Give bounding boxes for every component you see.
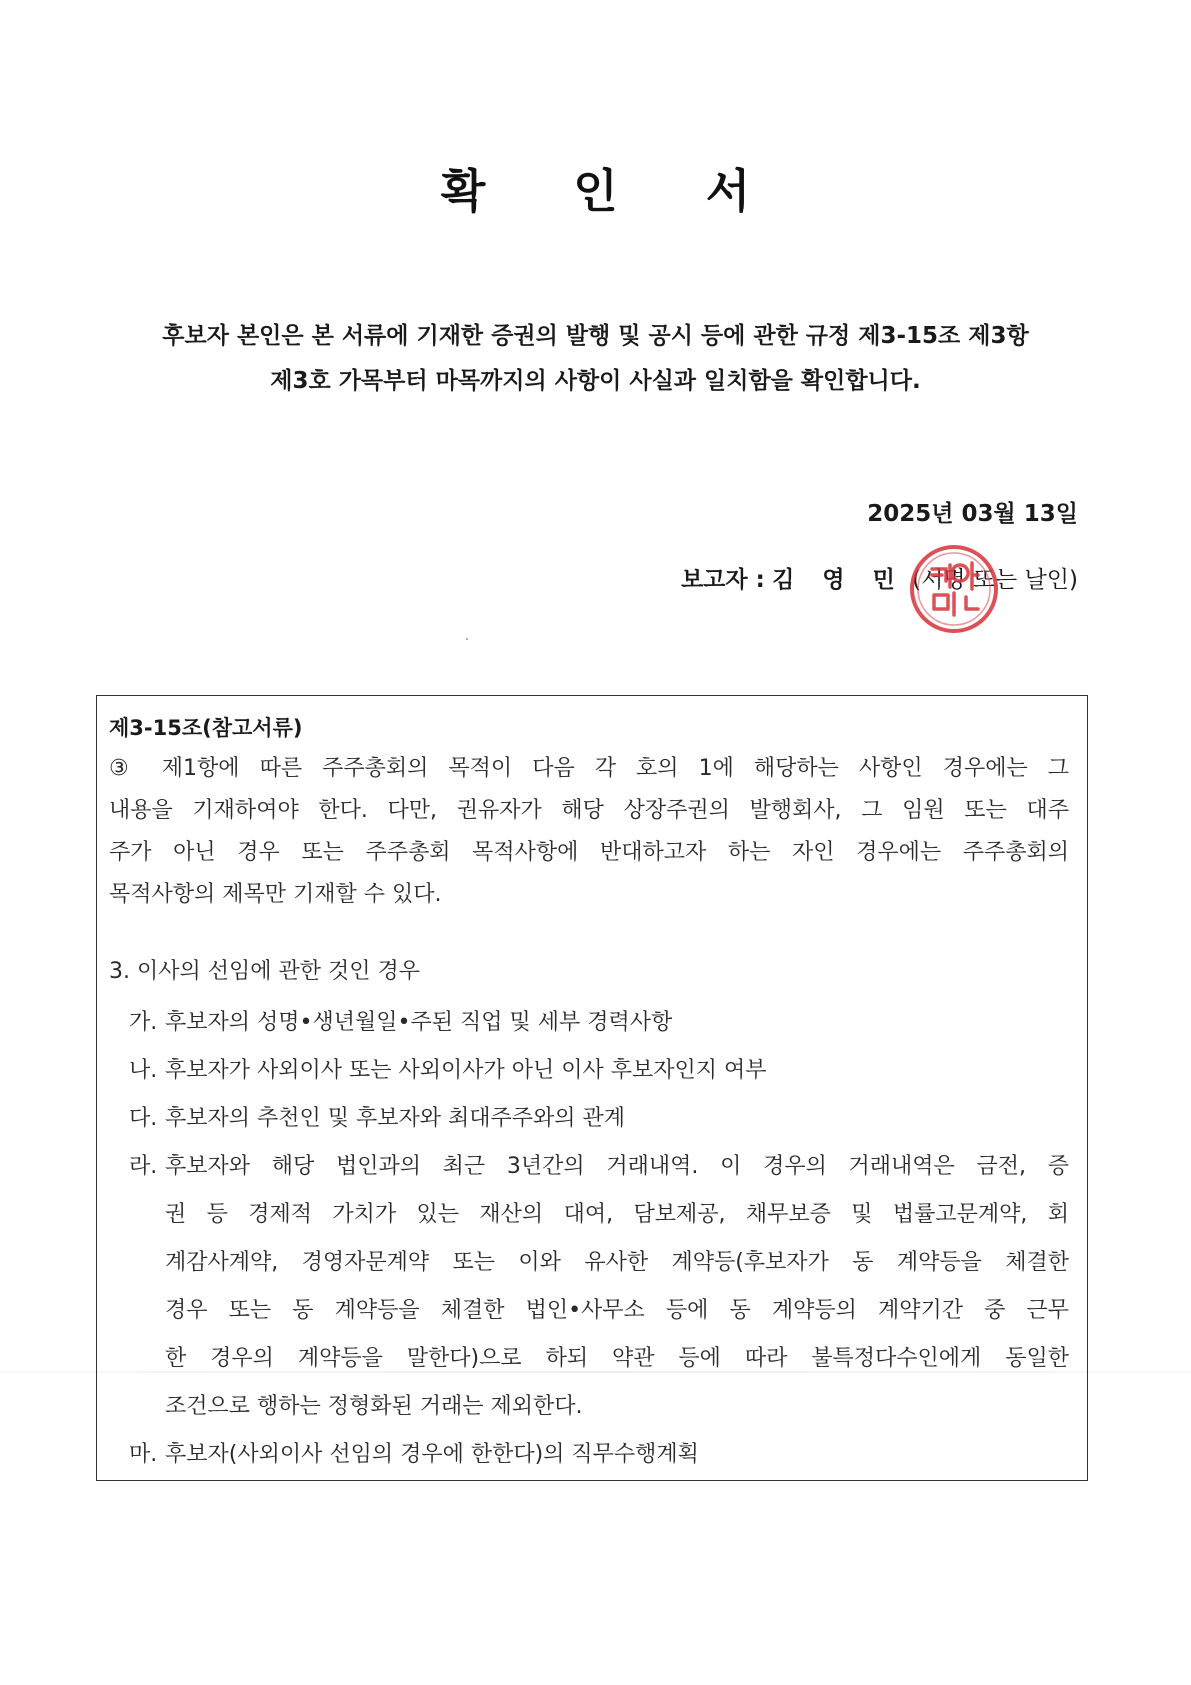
sub-item-marker: 마. [129,1442,158,1467]
sub-item-line: 조건으로 행하는 정형화된 거래는 제외한다. [165,1394,583,1419]
sub-item-line: 권 등 경제적 가치가 있는 재산의 대여, 담보제공, 채무보증 및 법률고문계약, 회 [165,1202,1069,1227]
paragraph-line: 내용을 기재하여야 한다. 다만, 권유자가 해당 상장주권의 발행회사, 그 임원 또는 대주 [109,798,1069,823]
sub-item-text: 후보자의 성명•생년월일•주된 직업 및 세부 경력사항 [165,1010,673,1035]
sub-item-ma [129,1431,1069,1479]
paragraph-line: 주가 아닌 경우 또는 주주총회 목적사항에 반대하고자 하는 자인 경우에는 주주총회의 [109,840,1069,865]
signature-note: (서명 또는 날인) [912,567,1078,593]
paragraph-line: 목적사항의 제목만 기재할 수 있다. [109,882,442,907]
sub-item-line: 후보자와 해당 법인과의 최근 3년간의 거래내역. 이 경우의 거래내역은 금전, 증 [165,1154,1069,1179]
sub-item-line: 경우 또는 동 계약등을 체결한 법인•사무소 등에 동 계약등의 계약기간 중 근무 [165,1298,1069,1323]
confirmation-statement [100,314,1091,404]
sub-item-text: 후보자(사외이사 선임의 경우에 한한다)의 직무수행계획 [165,1442,699,1467]
regulation-item-3: 3. 이사의 선임에 관한 것인 경우 [109,959,420,984]
paragraph-line: ③ 제1항에 따른 주주총회의 목적이 다음 각 호의 1에 해당하는 사항인 경우에는 그 [109,756,1069,781]
personal-seal-stamp [908,543,1000,635]
regulation-heading: 제3-15조(참고서류) [109,716,303,740]
sub-item-ra [129,1143,1069,1431]
sub-item-text: 후보자가 사외이사 또는 사외이사가 아닌 이사 후보자인지 여부 [165,1058,767,1083]
sub-item-marker: 다. [129,1106,158,1131]
reference-regulation-box [96,695,1088,1481]
sub-item-marker: 라. [129,1154,158,1179]
sub-item-text [165,1143,1069,1431]
reporter-signature-line [681,561,1078,594]
regulation-paragraph-3 [109,748,1069,916]
statement-line: 제3호 가목부터 마목까지의 사항이 사실과 일치함을 확인합니다. [270,368,921,394]
sub-item-line: 한 경우의 계약등을 말한다)으로 하되 약관 등에 따라 불특정다수인에게 동일한 [165,1346,1069,1371]
sub-item-marker: 나. [129,1058,158,1083]
document-date: 2025년 03월 13일 [867,501,1078,527]
document-title: 확 인 서 [440,164,787,218]
sub-item-da [129,1095,1069,1143]
statement-line: 후보자 본인은 본 서류에 기재한 증권의 발행 및 공시 등에 관한 규정 제3-15조 제3항 [162,323,1029,349]
sub-item-marker: 가. [129,1010,158,1035]
sub-item-text: 후보자의 추천인 및 후보자와 최대주주와의 관계 [165,1106,626,1131]
sub-item-line: 계감사계약, 경영자문계약 또는 이와 유사한 계약등(후보자가 동 계약등을 체결한 [165,1250,1069,1275]
reporter-label: 보고자 : [680,567,765,593]
regulation-sub-items [129,999,1069,1479]
scan-artifact-line [0,1371,1191,1373]
sub-item-na [129,1047,1069,1095]
scan-speck [466,638,468,640]
sub-item-ga [129,999,1069,1047]
reporter-name: 김 영 민 [772,567,905,593]
